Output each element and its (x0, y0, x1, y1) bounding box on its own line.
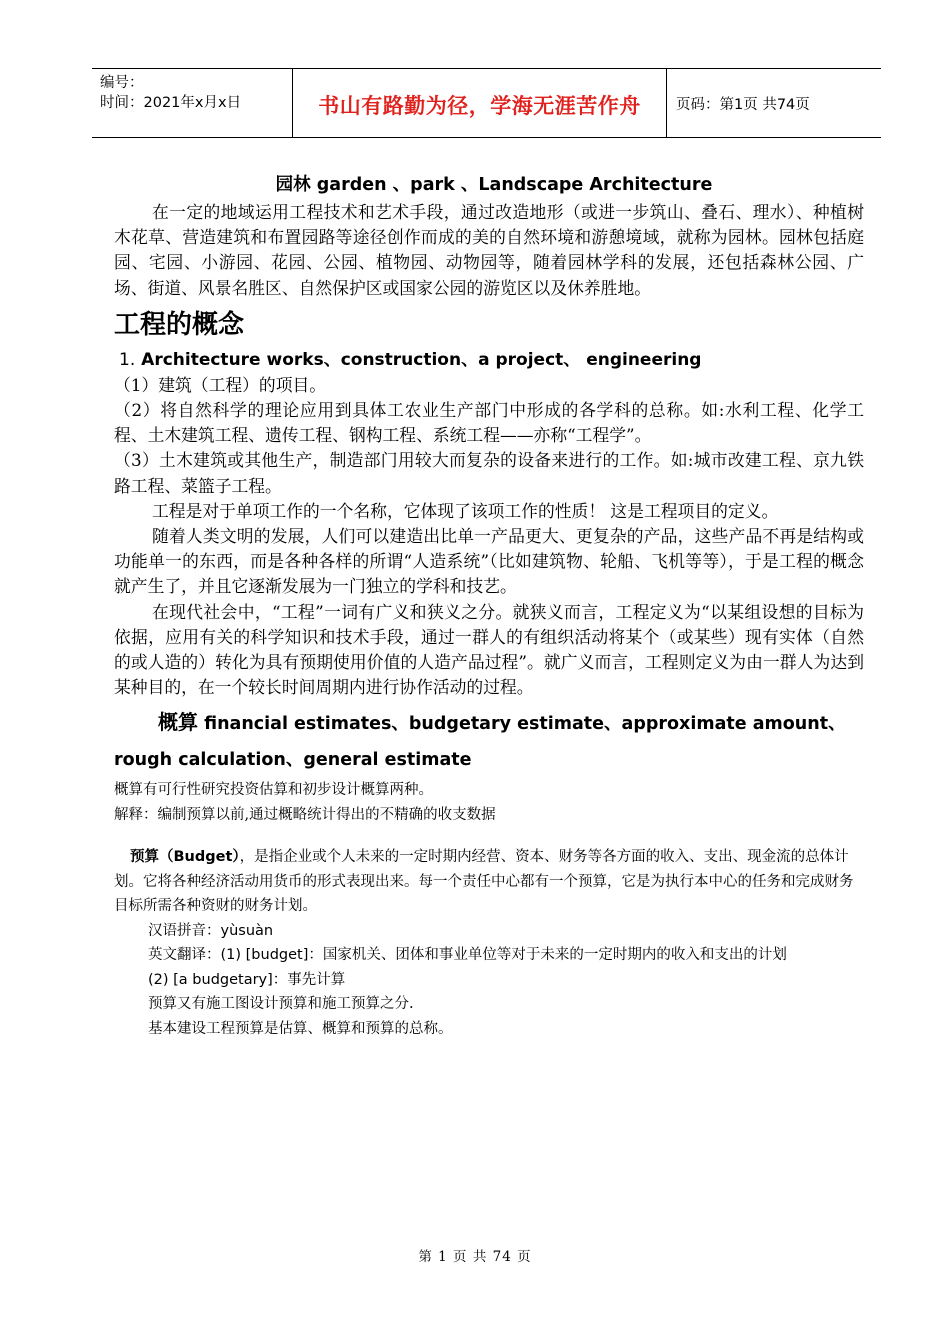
header-page-info: 页码：第1页 共74页 (676, 97, 810, 113)
translation-label: 英文翻译： (148, 947, 221, 964)
engineering-paragraph-1: 工程是对于单项工作的一个名称，它体现了该项工作的性质！ 这是工程项目的定义。 (152, 500, 779, 521)
section-heading-estimate (114, 704, 864, 778)
intro-paragraph: 在一定的地域运用工程技术和艺术手段，通过改造地形（或进一步筑山、叠石、理水）、种植树木花草、营造建筑和布置园路等途径创作而成的美的自然环境和游憩境域，就称为园林。园林包括庭园、宅园、小游园、花园、公园、植物园、动物园等，随着园林学科的发展，还包括森林公园、广场、街道、风景名胜区、自然保护区或国家公园的游览区以及休养胜地。 (114, 202, 864, 298)
header-meta (100, 73, 241, 113)
translation-2-cn: ：事先计算 (272, 971, 346, 988)
header-motto: 书山有路勤为径，学海无涯苦作舟 (318, 93, 641, 118)
pinyin-value: yùsuàn (220, 922, 274, 939)
estimate-heading-en: financial estimates、budgetary estimate、approximate amount、rough calculation、general estimate (114, 714, 846, 771)
pinyin-label: 汉语拼音： (148, 922, 221, 939)
page-footer: 第 1 页 共 74 页 (418, 1249, 532, 1265)
translation-line-1 (114, 943, 864, 968)
translation-line-2 (114, 968, 864, 993)
estimate-heading-cn: 概算 (158, 710, 198, 735)
section-heading-engineering: 工程的概念 (114, 309, 245, 340)
definition-3: （3）土木建筑或其他生产，制造部门用较大而复杂的设备来进行的工作。如:城市改建工程、京九铁路工程、菜篮子工程。 (114, 450, 864, 496)
estimate-line-1: 概算有可行性研究投资估算和初步设计概算两种。 (114, 782, 433, 799)
definition-2: （2）将自然科学的理论应用到具体工农业生产部门中形成的各学科的总称。如:水利工程、化学工程、土木建筑工程、遗传工程、钢构工程、系统工程——亦称“工程学”。 (114, 400, 864, 446)
budget-term: 预算（Budget） (130, 849, 240, 866)
budget-description: ，是指企业或个人未来的一定时期内经营、资本、财务等各方面的收入、支出、现金流的总体计划。它将各种经济活动用货币的形式表现出来。每一个责任中心都有一个预算，它是为执行本中心的任务和完成财务目标所需各种资财的财务计划。 (114, 849, 854, 915)
budget-line-b: 基本建设工程预算是估算、概算和预算的总称。 (148, 1020, 453, 1037)
translation-1-en: (1) [budget] (220, 947, 309, 964)
pinyin-line (114, 919, 864, 944)
header-divider-right (666, 69, 667, 137)
engineering-paragraph-2: 随着人类文明的发展，人们可以建造出比单一产品更大、更复杂的产品，这些产品不再是结构或功能单一的东西，而是各种各样的所谓“人造系统”（比如建筑物、轮船、飞机等等），于是工程的概念就产生了，并且它逐渐发展为一门独立的学科和技艺。 (114, 526, 864, 597)
page-header (92, 68, 881, 138)
header-time: 时间：2021年x月x日 (100, 95, 242, 111)
estimate-line-2: 解释：编制预算以前,通过概略统计得出的不精确的收支数据 (114, 806, 496, 823)
doc-title: 园林 garden 、park 、Landscape Architecture (275, 175, 713, 195)
item-number: 1. (119, 349, 136, 370)
engineering-paragraph-3: 在现代社会中，“工程”一词有广义和狭义之分。就狭义而言，工程定义为“以某组设想的目标为依据，应用有关的科学知识和技术手段，通过一群人的有组织活动将某个（或某些）现有实体（自然的或人造的）转化为具有预期使用价值的人造产品过程”。就广义而言，工程则定义为由一群人为达到某种目的，在一个较长时间周期内进行协作活动的过程。 (114, 601, 864, 698)
definition-1: （1）建筑（工程）的项目。 (114, 374, 327, 395)
header-number: 编号： (100, 75, 144, 91)
item-text: Architecture works、construction、a project、 engineering (141, 349, 702, 370)
translation-1-cn: ：国家机关、团体和事业单位等对于未来的一定时期内的收入和支出的计划 (308, 947, 787, 964)
document-body (114, 170, 864, 1041)
budget-line-a: 预算又有施工图设计预算和施工预算之分. (148, 996, 414, 1013)
translation-2-en: (2) [a budgetary] (148, 971, 273, 988)
numbered-item (114, 347, 864, 373)
budget-paragraph (114, 845, 864, 919)
